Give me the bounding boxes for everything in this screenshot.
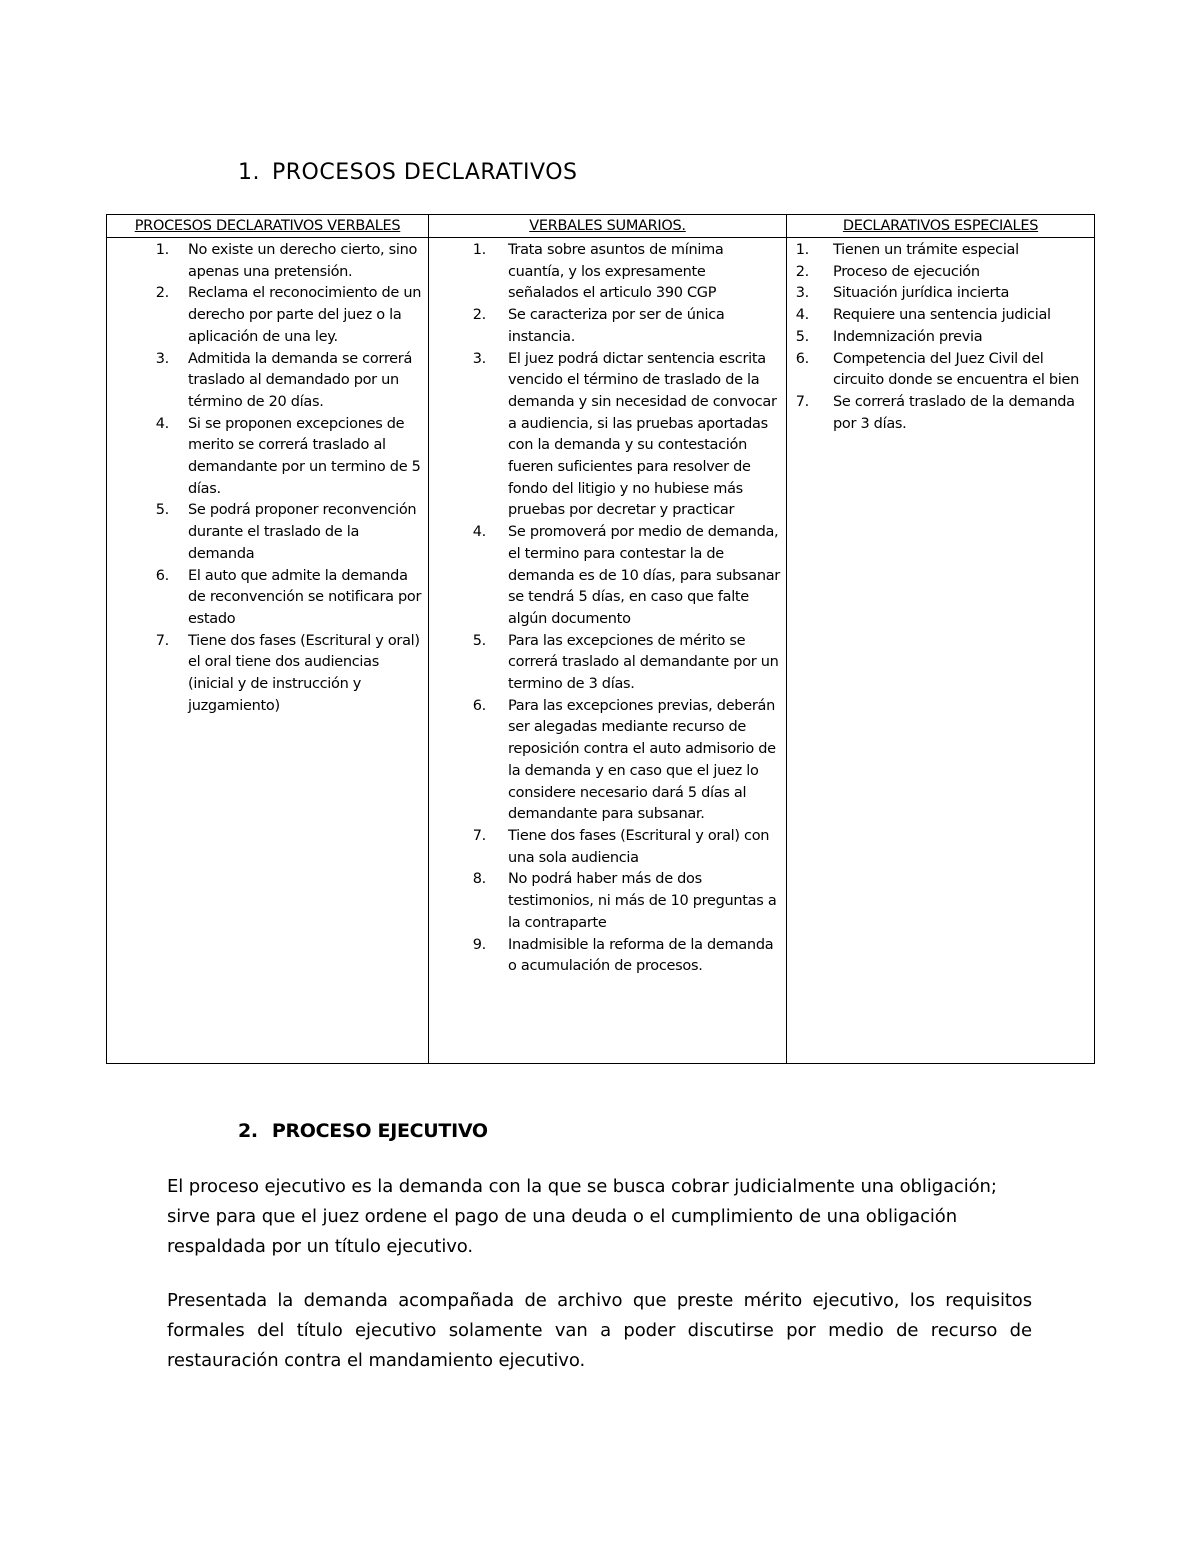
section-1-title: PROCESOS DECLARATIVOS [272,160,578,185]
list-item [429,522,780,631]
list-item [787,392,1088,435]
list-item-text: Se correrá traslado de la demanda por 3 días. [833,393,1075,432]
list-item-number: 2. [795,263,809,280]
list-item-number: 8. [472,871,486,888]
list-item [429,631,780,696]
procesos-table [106,214,1095,1064]
list-item-text: Tiene dos fases (Escritural y oral) el oral tiene dos audiencias (inicial y de instrucción y juzgamiento) [188,632,420,714]
list-item-number: 2. [472,307,486,324]
list-item [787,349,1088,392]
list-item-text: Situación jurídica incierta [833,285,1010,302]
list-item [787,262,1088,284]
paragraph-requisitos: Presentada la demanda acompañada de archivo que preste mérito ejecutivo, los requisitos formales del título ejecutivo solamente van a poder discutirse por medio de recurso de restauración contra el mandamiento ejecutivo. [167,1290,1032,1371]
list-item [429,240,780,305]
list-item-text: Tienen un trámite especial [833,242,1019,258]
list-item-text: Admitida la demanda se correrá traslado al demandado por un término de 20 días. [188,350,413,410]
list-item-number: 3. [795,285,809,302]
list-item-text: Reclama el reconocimiento de un derecho por parte del juez o la aplicación de una ley. [188,285,422,345]
list-item-text: Trata sobre asuntos de mínima cuantía, y los expresamente señalados el articulo 390 CGP [508,242,724,302]
list-item-number: 3. [472,350,486,367]
list-item-text: Se promoverá por medio de demanda, el termino para contestar la de demanda es de 10 días, para subsanar se tendrá 5 días, en caso que falte algún documento [508,524,780,627]
column-verbales [107,238,429,1064]
list-item [107,566,422,631]
list-item-number: 6. [155,567,169,584]
list-item [429,305,780,348]
list-item-text: Competencia del Juez Civil del circuito donde se encuentra el bien [833,350,1080,389]
list-item [107,349,422,414]
list-item-text: Para las excepciones previas, deberán ser alegadas mediante recurso de reposición contra el auto admisorio de la demanda y en caso que el juez lo considere necesario dará 5 días al demandante para subsanar. [508,697,776,823]
list-item-number: 5. [155,502,169,519]
list-item [107,631,422,718]
declarativos-especiales-list [787,240,1088,435]
list-item-text: El auto que admite la demanda de reconvención se notificara por estado [188,567,422,627]
section-1-number: 1. [238,160,260,185]
list-item-number: 9. [472,936,486,953]
list-item [429,696,780,826]
list-item-number: 1. [795,242,809,258]
verbales-list [107,240,422,717]
list-item-number: 2. [155,285,169,302]
section-2-title: PROCESO EJECUTIVO [271,1120,488,1142]
column-header-verbales-sumarios: VERBALES SUMARIOS. [429,215,787,238]
list-item-text: Para las excepciones de mérito se correrá traslado al demandante por un termino de 3 días. [508,632,779,693]
section-1-heading [238,160,578,185]
list-item [787,240,1088,262]
list-item-number: 4. [472,524,486,541]
list-item-text: Se caracteriza por ser de única instancia. [508,307,725,345]
list-item-text: Se podrá proponer reconvención durante el traslado de la demanda [188,502,417,562]
column-declarativos-especiales [787,238,1095,1064]
list-item-number: 1. [155,242,169,258]
verbales-sumarios-list [429,240,780,978]
section-2-number: 2. [238,1120,258,1142]
list-item [429,826,780,869]
list-item [429,349,780,523]
list-item-text: Requiere una sentencia judicial [833,307,1051,324]
list-item-number: 4. [155,415,169,432]
list-item-number: 3. [155,350,169,367]
list-item [429,869,780,934]
list-item-number: 5. [472,632,486,649]
list-item [107,283,422,348]
list-item-text: Tiene dos fases (Escritural y oral) con una sola audiencia [508,827,770,866]
list-item [429,935,780,978]
paragraph-definition: El proceso ejecutivo es la demanda con la que se busca cobrar judicialmente una obligación; sirve para que el juez ordene el pago de una deuda o el cumplimiento de una obligación respaldada por un título ejecutivo. [167,1176,997,1257]
list-item-number: 7. [472,827,486,844]
list-item [107,240,422,283]
section-2-heading [238,1120,488,1142]
list-item-number: 4. [795,307,809,324]
list-item-text: Si se proponen excepciones de merito se correrá traslado al demandante por un termino de 5 días. [188,415,421,497]
column-verbales-sumarios [429,238,787,1064]
list-item-number: 1. [472,242,486,258]
table-body-row [107,238,1095,1064]
list-item [787,327,1088,349]
list-item [787,283,1088,305]
list-item-text: Inadmisible la reforma de la demanda o acumulación de procesos. [508,936,774,975]
table-header-row [107,215,1095,238]
list-item-text: No existe un derecho cierto, sino apenas una pretensión. [188,242,418,280]
list-item-number: 5. [795,328,809,345]
list-item-number: 7. [155,632,169,649]
list-item-number: 6. [472,697,486,714]
column-header-verbales: PROCESOS DECLARATIVOS VERBALES [107,215,429,238]
list-item [107,500,422,565]
list-item-number: 7. [795,393,809,410]
column-header-declarativos-especiales: DECLARATIVOS ESPECIALES [787,215,1095,238]
list-item-text: El juez podrá dictar sentencia escrita vencido el término de traslado de la demanda y sin necesidad de convocar a audiencia, si las pruebas aportadas con la demanda y su contestación fueren suficientes para resolver de fondo del litigio y no hubiese más pruebas por decretar y practicar [508,350,777,519]
list-item-text: No podrá haber más de dos testimonios, ni más de 10 preguntas a la contraparte [508,871,777,931]
list-item-text: Indemnización previa [833,328,983,345]
list-item [107,414,422,501]
list-item [787,305,1088,327]
list-item-text: Proceso de ejecución [833,263,980,280]
list-item-number: 6. [795,350,809,367]
